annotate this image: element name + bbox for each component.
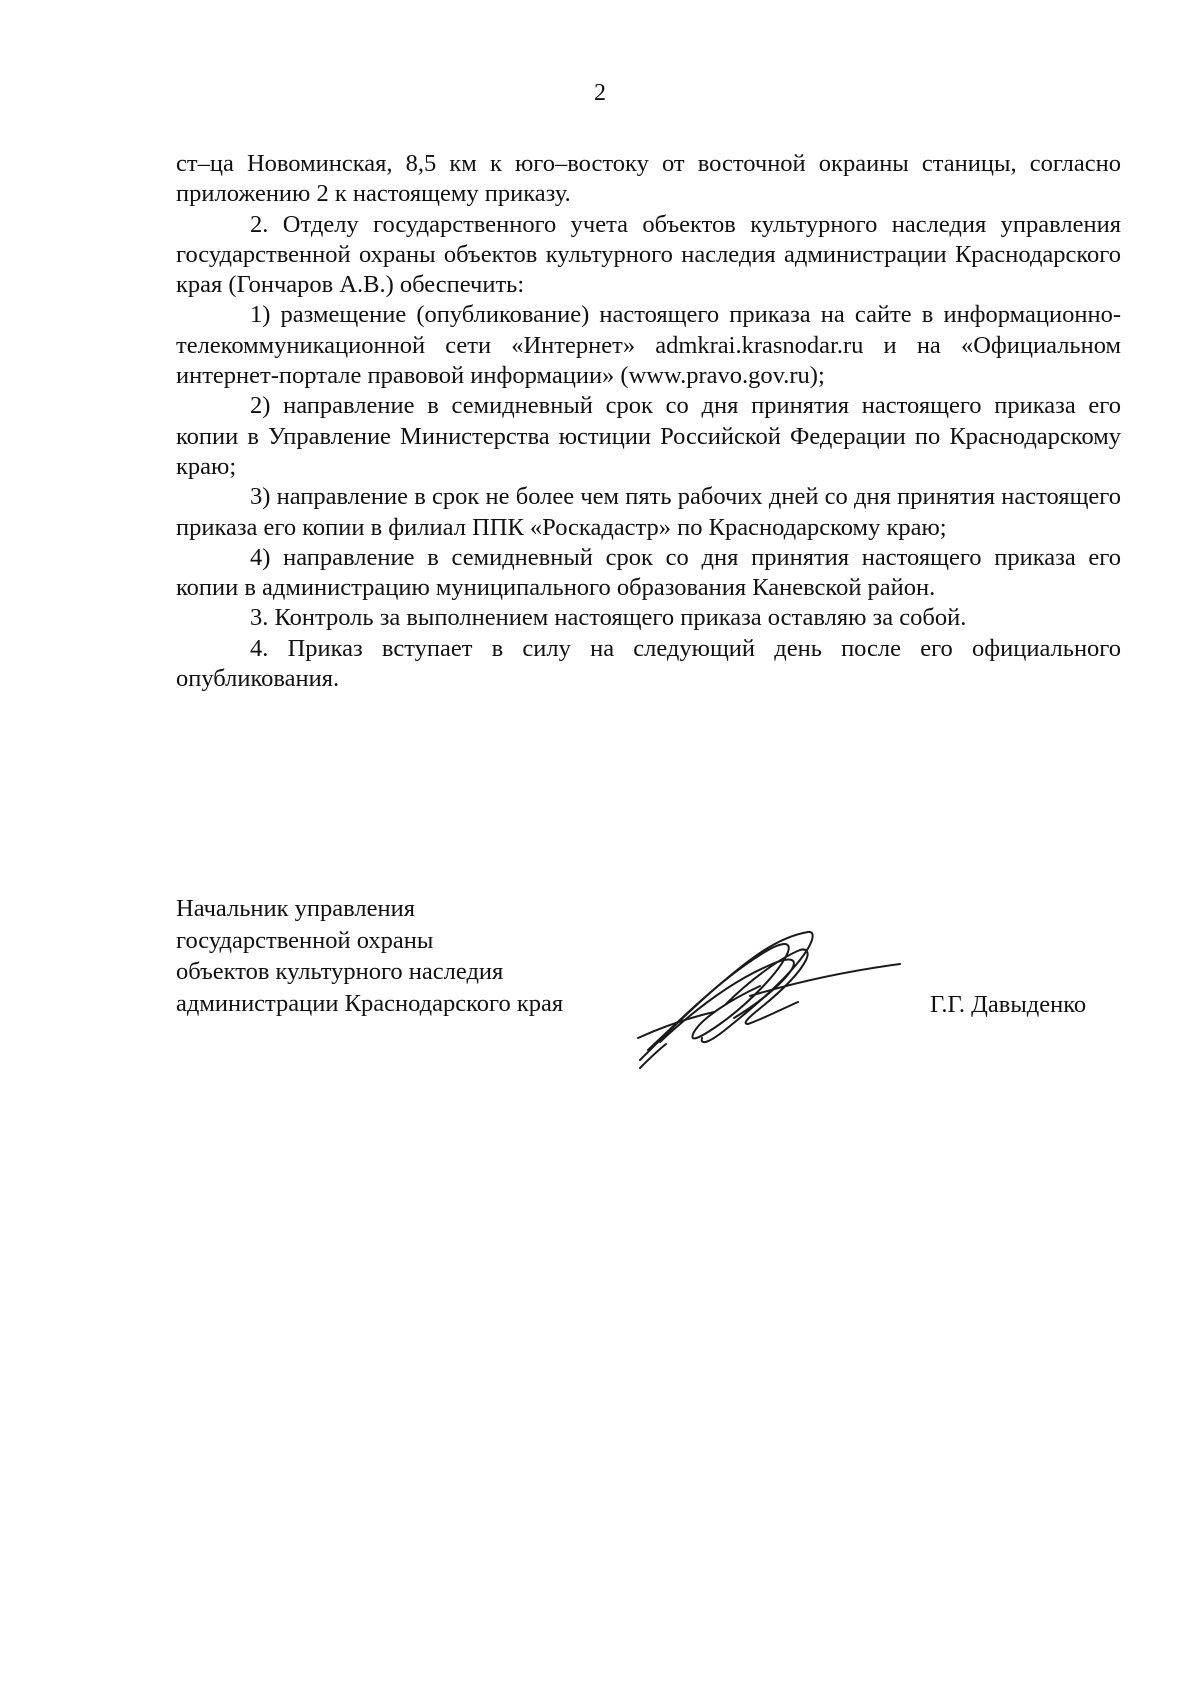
signatory-position-line: объектов культурного наследия xyxy=(176,958,504,985)
order-body xyxy=(176,149,1121,694)
signatory-position-line: государственной охраны xyxy=(176,926,434,954)
signatory-name: Г.Г. Давыденко xyxy=(930,991,1087,1018)
paragraph-item-3: 3. Контроль за выполнением настоящего приказа оставляю за собой. xyxy=(250,604,967,632)
paragraph-subitem-2: 2) направление в семидневный срок со дня принятия настоящего приказа его копии в Управление Министерства юстиции Российской Федерации по Краснодарскому краю; xyxy=(176,392,1121,480)
paragraph-subitem-3: 3) направление в срок не более чем пять рабочих дней со дня принятия настоящего приказа его копии в филиал ППК «Роскадастр» по Краснодарскому краю; xyxy=(176,483,1121,541)
paragraph-item-4: 4. Приказ вступает в силу на следующий день после его официального опубликования. xyxy=(176,634,1121,693)
signatory-position-line: Начальник управления xyxy=(176,895,415,922)
paragraph-subitem-4: 4) направление в семидневный срок со дня принятия настоящего приказа его копии в администрацию муниципального образования Каневской район. xyxy=(176,543,1121,602)
signatory-position xyxy=(176,893,656,1019)
page-number: 2 xyxy=(594,80,606,106)
signatory-position-line: администрации Краснодарского края xyxy=(176,989,564,1017)
paragraph-continuation: ст–ца Новоминская, 8,5 км к юго–востоку от восточной окраины станицы, согласно приложению 2 к настоящему приказу. xyxy=(176,150,1121,208)
paragraph-subitem-1: 1) размещение (опубликование) настоящего приказа на сайте в информационно-телекоммуникационной сети «Интернет» admkrai.krasnodar.ru и на «Официальном интернет-портале правовой информации» (www.pravo.gov.ru); xyxy=(176,301,1121,390)
handwritten-signature xyxy=(630,920,910,1070)
paragraph-item-2: 2. Отделу государственного учета объектов культурного наследия управления государственной охраны объектов культурного наследия администрации Краснодарского края (Гончаров А.В.) обеспечить: xyxy=(176,210,1121,299)
